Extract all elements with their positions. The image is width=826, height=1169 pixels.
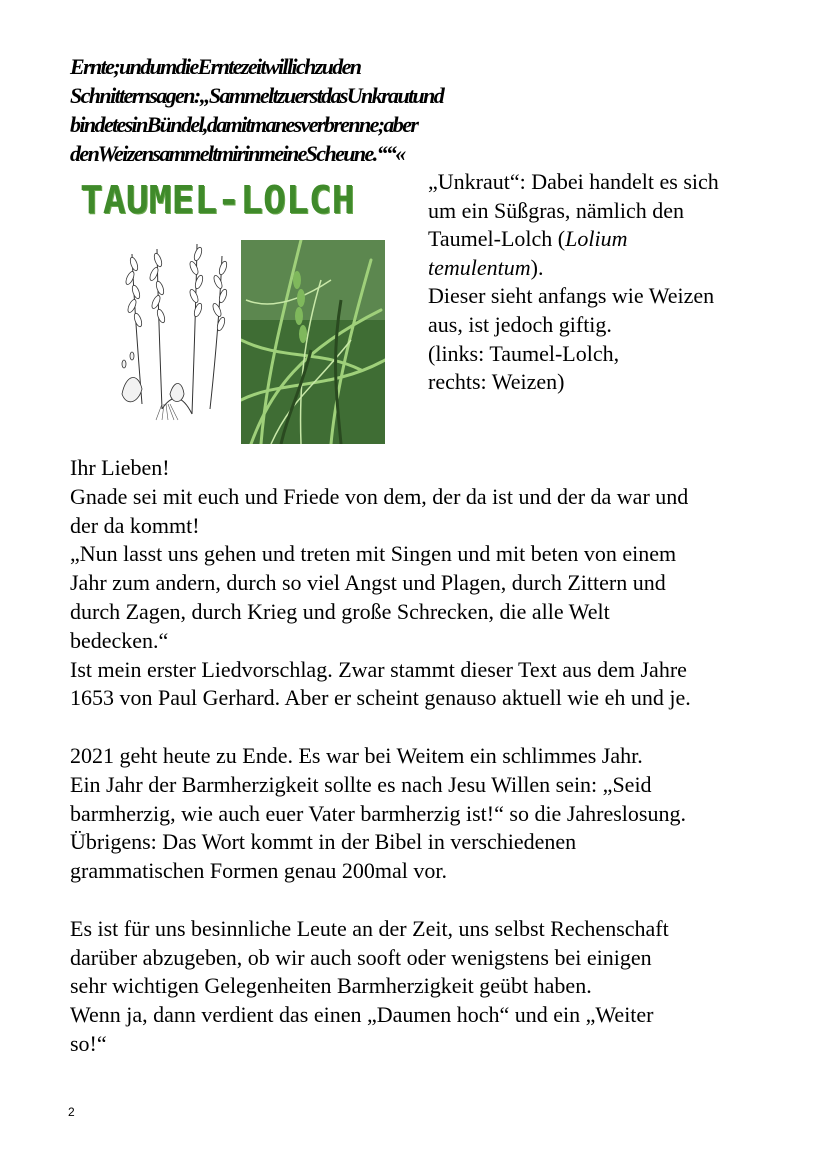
body-line: grammatischen Formen genau 200mal vor.	[70, 858, 447, 884]
body-line: sehr wichtigen Gelegenheiten Barmherzigkeit geübt haben.	[70, 973, 592, 999]
page-number: 2	[68, 1105, 75, 1119]
caption-line: um ein Süßgras, nämlich den	[428, 197, 685, 223]
heading-line: bindet es in Bündel, damit man es verbrenne; aber	[70, 112, 418, 137]
caption-line: aus, ist jedoch giftig.	[428, 311, 612, 337]
latin-name-species: temulentum	[428, 254, 531, 280]
body-line: der da kommt!	[70, 512, 200, 538]
body-line: darüber abzugeben, ob wir auch sooft oder wenigstens bei einigen	[70, 944, 652, 970]
figure-caption	[428, 168, 788, 397]
body-line: bedecken.“	[70, 627, 169, 653]
caption-line	[428, 225, 788, 254]
figure-title: TAUMEL-LOLCH	[80, 178, 355, 222]
caption-line: rechts: Weizen)	[428, 369, 565, 395]
body-line: „Nun lasst uns gehen und treten mit Singen und mit beten von einem	[70, 541, 677, 567]
body-line: 1653 von Paul Gerhard. Aber er scheint genauso aktuell wie eh und je.	[70, 685, 691, 711]
taumel-lolch-figure	[80, 178, 410, 446]
body-line: Wenn ja, dann verdient das einen „Daumen hoch“ und ein „Weiter	[70, 1002, 654, 1028]
body-line: barmherzig, wie auch euer Vater barmherzig ist!“ so die Jahreslosung.	[70, 800, 686, 826]
heading-line: den Weizen sammelt mir in meine Scheune.“ “«	[70, 141, 405, 166]
caption-line: Dieser sieht anfangs wie Weizen	[428, 283, 715, 309]
wheat-plant-photo-icon	[241, 240, 385, 444]
heading-line: Schnittern sagen: „Sammelt zuerst das Unkraut und	[70, 83, 444, 108]
body-line: Es ist für uns besinnliche Leute an der Zeit, uns selbst Rechenschaft	[70, 915, 669, 941]
caption-text: Taumel-Lolch (	[428, 226, 566, 252]
scripture-quote-heading	[70, 52, 690, 168]
latin-name-genus: Lolium	[565, 226, 628, 252]
body-line: 2021 geht heute zu Ende. Es war bei Weitem ein schlimmes Jahr.	[70, 742, 643, 768]
paragraph-gap	[70, 886, 790, 915]
body-line: Jahr zum andern, durch so viel Angst und Plagen, durch Zittern und	[70, 570, 666, 596]
greeting: Ihr Lieben!	[70, 455, 170, 480]
body-line: Übrigens: Das Wort kommt in der Bibel in verschiedenen	[70, 829, 577, 855]
body-line: durch Zagen, durch Krieg und große Schrecken, die alle Welt	[70, 598, 610, 624]
body-line: so!“	[70, 1030, 107, 1056]
heading-line: Ernte; und um die Erntezeit will ich zu den	[70, 54, 361, 79]
paragraph-gap	[70, 713, 790, 742]
caption-text: ).	[530, 254, 544, 280]
caption-line: (links: Taumel-Lolch,	[428, 340, 620, 366]
caption-line: „Unkraut“: Dabei handelt es sich	[428, 169, 719, 194]
letter-body	[70, 454, 790, 1059]
body-line: Gnade sei mit euch und Friede von dem, der da ist und der da war und	[70, 483, 689, 509]
lolium-botanical-drawing-icon	[112, 244, 252, 422]
body-line: Ist mein erster Liedvorschlag. Zwar stammt dieser Text aus dem Jahre	[70, 656, 687, 682]
caption-line	[428, 254, 788, 283]
body-line: Ein Jahr der Barmherzigkeit sollte es nach Jesu Willen sein: „Seid	[70, 771, 652, 797]
